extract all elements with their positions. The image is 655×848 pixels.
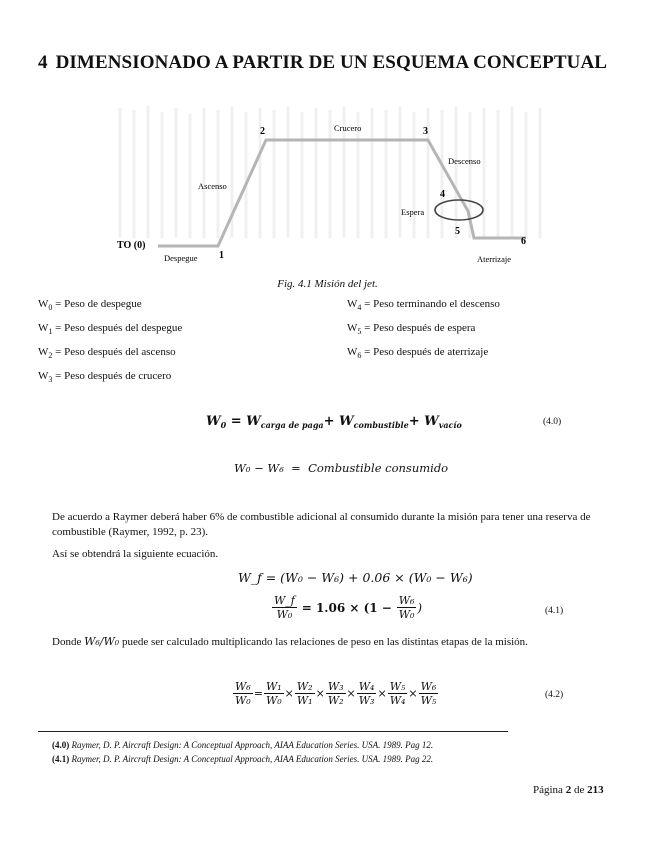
phase-espera-label: Espera [401, 207, 425, 217]
legend-w0: $W_0$ = Peso de despegue [38, 298, 142, 312]
legend-w1: $W_1$ = Peso después del despegue [38, 322, 183, 336]
eq41-lhs-fraction: $\frac{W\_f}{\text{W₀}}$ [274, 594, 295, 621]
point-6: 6 [521, 236, 526, 247]
point-1: 1 [219, 250, 224, 261]
equation-4-0-number: (4.0) [543, 417, 562, 427]
section-number: 4 [38, 52, 48, 73]
footnote-4-1: (4.1) Raymer, D. P. Aircraft Design: A Conceptual Approach, AIAA Education Series. USA. 1989. Pag 22. [52, 754, 434, 764]
takeoff-label: TO (0) [117, 240, 146, 251]
equation-4-0: $W_0 = W_{carga de paga}+ W_{combustible}+ W_{vacío}$ [206, 414, 462, 430]
section-title: DIMENSIONADO A PARTIR DE UN ESQUEMA CONCEPTUAL [55, 52, 608, 73]
eq42-fraction-3: $\frac{\text{W₃}}{\text{W₂}}$ [327, 680, 344, 707]
footnote-4-0: (4.0) Raymer, D. P. Aircraft Design: A Conceptual Approach, AIAA Education Series. USA. 1989. Pag 12. [52, 740, 434, 750]
eq42-fraction-1: $\frac{\text{W₁}}{\text{W₀}}$ [265, 680, 282, 707]
eq42-fraction-4: $\frac{\text{W₄}}{\text{W₃}}$ [358, 680, 375, 707]
phase-crucero-label: Crucero [334, 123, 362, 133]
phase-aterrizaje-label: Aterrizaje [477, 254, 511, 264]
legend-w5: $W_5$ = Peso después de espera [347, 322, 476, 336]
equation-4-1: $\frac{W\_f}{\text{W₀}}$ = 1.06 × (1 − $\frac{\text{W₆}}{\text{W₀}}$ ) [274, 594, 423, 621]
phase-descenso-label: Descenso [448, 156, 481, 166]
page-number: Página 2 de 213 [533, 784, 604, 796]
footnote-separator [38, 731, 508, 732]
eq41-inner-fraction: $\frac{\text{W₆}}{\text{W₀}}$ [398, 594, 415, 621]
equation-4-1-number: (4.1) [545, 606, 564, 616]
paragraph-equation-intro: Así se obtendrá la siguiente ecuación. [52, 548, 219, 560]
paragraph-ratio: Donde W₆/W₀ puede ser calculado multiplicando las relaciones de peso en las distintas etapas de la misión. [52, 635, 528, 648]
eq42-fraction-6: $\frac{\text{W₆}}{\text{W₅}}$ [420, 680, 437, 707]
legend-w3: $W_3$ = Peso después de crucero [38, 370, 172, 384]
figure-background-texture [120, 106, 540, 238]
equation-fuel-consumed: W₀ − W₆ = Combustible consumido [234, 461, 449, 475]
point-2: 2 [260, 126, 265, 137]
point-3: 3 [423, 126, 428, 137]
legend-w6: $W_6$ = Peso después de aterrizaje [347, 346, 489, 360]
figure-caption: Fig. 4.1 Misión del jet. [277, 278, 378, 290]
legend-w2: $W_2$ = Peso después del ascenso [38, 346, 176, 360]
phase-ascenso-label: Ascenso [198, 181, 227, 191]
eq42-fraction-2: $\frac{\text{W₂}}{\text{W₁}}$ [296, 680, 313, 707]
phase-despegue-label: Despegue [164, 253, 198, 263]
paragraph-raymer: De acuerdo a Raymer deberá haber 6% de combustible adicional al consumido durante la misión para tener una reserva de combustible (Raymer, 1992, p. 23). [52, 511, 591, 538]
eq42-fraction-0: $\frac{\text{W₆}}{\text{W₀}}$ [235, 680, 251, 707]
point-4: 4 [440, 189, 445, 200]
equation-wf: W_f = (W₀ − W₆) + 0.06 × (W₀ − W₆) [238, 570, 473, 585]
eq42-fraction-5: $\frac{\text{W₅}}{\text{W₄}}$ [389, 680, 406, 707]
legend-w4: $W_4$ = Peso terminando el descenso [347, 298, 500, 312]
section-heading [38, 52, 607, 74]
equation-4-2: $\frac{\text{W₆}}{\text{W₀}}$ = $\frac{\text{W₁}}{\text{W₀}}$ × $\frac{\text{W₂}}{\text{W₁}}$ × $\frac{\text{W₃}}{\text{W₂}}$ × $\frac{\text{W₄}}{\text{W₃}}$ × $\frac{\text{W₅}}{\text{W₄}}$ × $\frac{\text{W₆}}{\text{W₅}}$ [235, 680, 437, 707]
equation-4-2-number: (4.2) [545, 690, 564, 700]
mission-profile-figure [100, 98, 550, 268]
point-5: 5 [455, 226, 460, 237]
